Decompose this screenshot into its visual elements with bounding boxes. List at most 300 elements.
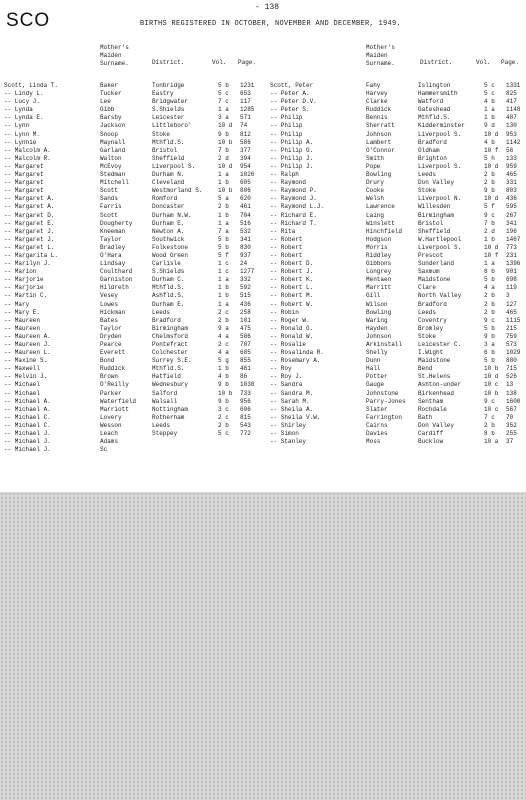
entry-name: Scott, Linda T. [4, 82, 59, 89]
entry-name: -- Raymond J. [270, 195, 317, 203]
volume: 5 a [218, 195, 229, 203]
maiden-surname: Bowling [366, 171, 392, 179]
page-ref: 1038 [240, 381, 255, 389]
entry-name: -- Maureen A. [4, 332, 51, 340]
page-ref: 759 [506, 332, 517, 340]
page-ref: 606 [240, 405, 251, 413]
left-register-row [4, 357, 267, 365]
entry-name: -- Roy [270, 365, 292, 373]
entry-name: -- Michael A. [4, 405, 51, 413]
entry-name: -- Margaret [4, 187, 44, 195]
district: Durham E. [152, 300, 185, 308]
page-ref: 215 [506, 324, 517, 332]
left-register-row [4, 122, 267, 130]
volume: 2 d [218, 154, 229, 162]
maiden-surname: Dougherty [100, 219, 133, 227]
volume: 1 b [218, 284, 229, 292]
page-ref: 953 [506, 130, 517, 138]
maiden-surname: Dryden [100, 332, 122, 340]
right-register-row [270, 309, 526, 317]
entry-name: -- Mary E. [4, 308, 41, 316]
maiden-surname: Kneeman [100, 227, 126, 235]
maiden-surname: Cairns [366, 421, 388, 429]
entry-name: -- Maxine S. [4, 357, 48, 365]
entry-name: -- Robert [270, 235, 303, 243]
entry-name: -- Margaret [4, 162, 44, 170]
right-register-row [270, 252, 526, 260]
district: Gateshead [418, 106, 451, 114]
entry-name: -- Philip [270, 130, 303, 138]
right-register-row [270, 195, 526, 203]
entry-name: -- Rosalie [270, 341, 307, 348]
entry-name: -- Robin [270, 308, 299, 316]
left-register-row [4, 163, 267, 171]
page-ref: 685 [240, 349, 251, 357]
maiden-surname: Johnstone [366, 389, 399, 397]
maiden-surname: Tucker [100, 90, 122, 98]
district: Birmingham [418, 211, 455, 219]
district: Durham N.W. [152, 211, 192, 219]
maiden-surname: Waterfield [100, 397, 137, 405]
entry-name: -- Peter S. [270, 106, 310, 114]
right-register-row [270, 82, 526, 90]
maiden-surname: Bates [100, 316, 119, 324]
maiden-surname: Dunn [366, 357, 381, 365]
district: W.Hartlepool [418, 235, 462, 243]
district: Liverpool N. [418, 195, 462, 203]
volume: 2 d [484, 227, 495, 235]
district: Carlisle [152, 260, 181, 268]
volume: 10 b [484, 389, 499, 397]
district: Pontefract [152, 341, 189, 348]
page-ref: 3 [506, 292, 510, 300]
district: Eastry [152, 90, 174, 98]
maiden-surname: Lee [100, 98, 111, 106]
volume: 3 a [484, 341, 495, 348]
volume: 5 c [484, 90, 495, 98]
left-register-row [4, 341, 267, 349]
right-register-row [270, 398, 526, 406]
right-register-row [270, 220, 526, 228]
district: Sheffield [418, 227, 451, 235]
maiden-surname: Garland [100, 146, 126, 154]
entry-name: -- Roy J. [270, 373, 303, 381]
left-register-row [4, 390, 267, 398]
entry-name: -- Sarah M. [270, 397, 310, 405]
entry-name: -- Melvin J. [4, 373, 48, 381]
entry-name: -- Martin C. [4, 292, 48, 300]
right-register-row [270, 114, 526, 122]
district: I.Wight [418, 349, 444, 357]
maiden-surname: Jackson [100, 122, 126, 130]
maiden-surname: Farrington [366, 413, 403, 421]
district: Sunderland [418, 260, 455, 268]
maiden-surname: Maynall [100, 138, 126, 146]
maiden-surname: Potter [366, 373, 388, 381]
volume: 5 f [484, 203, 495, 211]
page-ref: 1600 [506, 397, 521, 405]
volume: 2 b [484, 300, 495, 308]
district: Doncaster [152, 203, 185, 211]
entry-name: -- Peter A. [270, 90, 310, 98]
maiden-surname: Clarke [366, 98, 388, 106]
maiden-surname: Gibb [100, 106, 115, 114]
maiden-surname: Hodgson [366, 235, 392, 243]
district: St.Helens [418, 373, 451, 381]
right-register-row [270, 317, 526, 325]
entry-name: -- Lynn [4, 122, 30, 130]
entry-name: -- Marilyn J. [4, 260, 51, 268]
left-register-row [4, 430, 267, 438]
left-register-row [4, 284, 267, 292]
left-register-row [4, 195, 267, 203]
district: S.Shields [152, 106, 185, 114]
maiden-surname: Hinchfield [366, 227, 403, 235]
entry-name: -- Richard E. [270, 211, 317, 219]
entry-name: -- Philip [270, 114, 303, 122]
left-register-row [4, 276, 267, 284]
volume: 4 b [218, 373, 229, 381]
district: Bradford [152, 316, 181, 324]
right-register-row [270, 155, 526, 163]
maiden-surname: Bennis [366, 114, 388, 122]
right-register-row [270, 228, 526, 236]
district: Ashfld.S. [152, 292, 185, 300]
left-register-row [4, 260, 267, 268]
district: Nottingham [152, 405, 189, 413]
district: Mthfld.S. [152, 365, 185, 373]
page-ref: 954 [240, 162, 251, 170]
entry-name: -- Margaret J. [4, 227, 55, 235]
district: Leeds [152, 308, 171, 316]
right-register-row [270, 381, 526, 389]
page-ref: 959 [506, 162, 517, 170]
entry-name: -- Margarita L. [4, 251, 59, 259]
maiden-surname: Riddley [366, 251, 392, 259]
page-ref: 595 [506, 203, 517, 211]
maiden-surname: McEvoy [100, 162, 122, 170]
header-vol-left: Vol. [212, 59, 227, 66]
left-register-row [4, 179, 267, 187]
maiden-surname: Snoop [100, 130, 119, 138]
maiden-surname: Davies [366, 430, 388, 438]
page-ref: 267 [506, 211, 517, 219]
volume: 10 d [484, 195, 499, 203]
page-ref: 937 [240, 251, 251, 259]
volume: 10 d [484, 130, 499, 138]
left-register-row [4, 187, 267, 195]
right-register-row [270, 98, 526, 106]
entry-name: -- Sandra [270, 381, 303, 389]
entry-name: -- Ralph [270, 171, 299, 179]
page-ref: 255 [506, 430, 517, 438]
district: Hatfield [152, 373, 181, 381]
entry-name: -- Rita [270, 227, 296, 235]
left-register-row [4, 171, 267, 179]
volume: 9 c [484, 211, 495, 219]
entry-name: -- Margaret J. [4, 235, 55, 243]
right-register-row [270, 325, 526, 333]
page-ref: 127 [506, 300, 517, 308]
maiden-surname: Wilson [366, 300, 388, 308]
maiden-surname: Sc [100, 446, 108, 454]
volume: 1 a [484, 260, 495, 268]
maiden-surname: Scott [100, 187, 119, 195]
page-ref: 1029 [506, 349, 521, 357]
left-register-row [4, 317, 267, 325]
maiden-surname: Farris [100, 203, 122, 211]
page-ref: 526 [506, 373, 517, 381]
entry-name: -- Richard T. [270, 219, 317, 227]
volume: 2 b [484, 179, 495, 187]
header-district-left: District. [152, 59, 185, 66]
left-register-row [4, 90, 267, 98]
district: Kidderminster [418, 122, 465, 130]
page-ref: 352 [506, 421, 517, 429]
volume: 3 a [218, 114, 229, 122]
district: Bend [418, 365, 433, 373]
district: Sentham [418, 397, 444, 405]
volume: 1 a [218, 171, 229, 179]
right-register-row [270, 301, 526, 309]
volume: 1 b [218, 292, 229, 300]
district: Leicester C. [418, 341, 462, 348]
right-register-row [270, 90, 526, 98]
volume: 10 b [218, 187, 233, 195]
maiden-surname: Scott [100, 211, 119, 219]
maiden-surname: Cooke [366, 187, 385, 195]
left-register-row [4, 365, 267, 373]
left-register-row [4, 131, 267, 139]
volume: 8 b [484, 430, 495, 438]
maiden-surname: Marritt [366, 284, 392, 292]
page-ref: 138 [506, 389, 517, 397]
entry-name: -- Michael J. [4, 438, 51, 446]
page-ref: 516 [240, 219, 251, 227]
volume: 2 b [484, 171, 495, 179]
district: Hammersmith [418, 90, 458, 98]
district: Surrey S.E. [152, 357, 192, 365]
page-ref: 704 [240, 211, 251, 219]
district: Littleboro' [152, 122, 192, 130]
right-register-row [270, 203, 526, 211]
entry-name: -- Robert [270, 251, 303, 259]
maiden-surname: Bowling [366, 308, 392, 316]
page-ref: 707 [240, 341, 251, 348]
maiden-surname: Slater [366, 405, 388, 413]
entry-name: -- Raymond [270, 179, 307, 187]
page-ref: 715 [506, 365, 517, 373]
page-ref: 475 [240, 324, 251, 332]
entry-name: -- Lynn M. [4, 130, 41, 138]
right-register-row [270, 106, 526, 114]
right-register-row [270, 422, 526, 430]
entry-name: -- Margaret D. [4, 211, 55, 219]
left-register-row [4, 373, 267, 381]
volume: 4 a [218, 332, 229, 340]
entry-name: Scott, Peter [270, 82, 314, 89]
maiden-surname: Arkinstall [366, 341, 403, 348]
entry-name: -- Ronald W. [270, 332, 314, 340]
right-register-row [270, 268, 526, 276]
maiden-surname: Hildreth [100, 284, 129, 292]
volume: 1 b [218, 211, 229, 219]
page-ref: 461 [240, 203, 251, 211]
right-register-row [270, 139, 526, 147]
left-register-row [4, 301, 267, 309]
page-ref: 803 [506, 187, 517, 195]
maiden-surname: Ruddick [366, 106, 392, 114]
maiden-surname: Vesey [100, 292, 119, 300]
left-register-row [4, 292, 267, 300]
page-ref: 901 [506, 268, 517, 276]
right-register-row [270, 276, 526, 284]
district: Leicester [152, 114, 185, 122]
page-ref: 543 [240, 421, 251, 429]
left-register-row [4, 98, 267, 106]
district: Clare [418, 284, 437, 292]
page-ref: 772 [240, 430, 251, 438]
left-register-row [4, 106, 267, 114]
maiden-surname: Gill [366, 292, 381, 300]
entry-name: -- Philip A. [270, 138, 314, 146]
page-ref: 377 [240, 146, 251, 154]
entry-name: -- Lindy L. [4, 90, 44, 98]
volume: 7 b [218, 146, 229, 154]
entry-name: -- Maureen J. [4, 341, 51, 348]
volume: 10 f [484, 146, 499, 154]
page-ref: 567 [506, 405, 517, 413]
header-vol-right: Vol. [476, 59, 491, 66]
maiden-surname: Leach [100, 430, 119, 438]
district: Cardiff [418, 430, 444, 438]
page-ref: 37 [506, 438, 514, 446]
volume: 1 b [484, 235, 495, 243]
right-register-row [270, 390, 526, 398]
left-register-row [4, 414, 267, 422]
district: Don Valley [418, 421, 455, 429]
volume: 2 b [218, 203, 229, 211]
maiden-surname: Sands [100, 195, 119, 203]
volume: 9 c [484, 316, 495, 324]
page-ref: 70 [506, 413, 514, 421]
maiden-surname: Brown [100, 373, 119, 381]
maiden-surname: Waring [366, 316, 388, 324]
right-register-row [270, 365, 526, 373]
volume: 1 a [218, 276, 229, 284]
district: Tonbridge [152, 82, 185, 89]
district: Stoke [152, 130, 171, 138]
maiden-surname: Taylor [100, 324, 122, 332]
right-register-row [270, 292, 526, 300]
left-register-row [4, 349, 267, 357]
page-ref: 258 [240, 308, 251, 316]
left-register-row [4, 268, 267, 276]
district: Rotherham [152, 413, 185, 421]
page-ref: 74 [240, 122, 248, 130]
left-register-row [4, 438, 267, 446]
maiden-surname: Adams [100, 438, 119, 446]
district: Stoke [418, 332, 437, 340]
volume: 2 c [218, 308, 229, 316]
page-ref: 56 [506, 146, 514, 154]
right-register-row [270, 349, 526, 357]
right-register-row [270, 373, 526, 381]
district: Leeds [152, 421, 171, 429]
volume: 10 d [484, 373, 499, 381]
header-page-right: Page. [501, 59, 520, 66]
right-register-row [270, 147, 526, 155]
left-register-row [4, 381, 267, 389]
volume: 5 b [484, 324, 495, 332]
maiden-surname: Bond [100, 357, 115, 365]
page-ref: 13 [506, 381, 514, 389]
volume: 10 d [218, 162, 233, 170]
maiden-surname: Coulthard [100, 268, 133, 276]
entry-name: -- Sheila A. [270, 405, 314, 413]
maiden-surname: Bradley [100, 243, 126, 251]
left-register-row [4, 203, 267, 211]
volume: 1 b [218, 179, 229, 187]
page-ref: 231 [506, 251, 517, 259]
volume: 2 c [218, 341, 229, 348]
district: Durham E. [152, 219, 185, 227]
header-page-left: Page. [238, 59, 257, 66]
entry-name: -- Philip J. [270, 162, 314, 170]
left-register-row [4, 82, 267, 90]
district: Chelmsford [152, 332, 189, 340]
page-ref: 1231 [240, 82, 255, 89]
register-title: BIRTHS REGISTERED IN OCTOBER, NOVEMBER AND DECEMBER, 1949. [140, 20, 402, 28]
left-register-row [4, 406, 267, 414]
maiden-surname: Johnson [366, 332, 392, 340]
entry-name: -- Robert M. [270, 292, 314, 300]
left-register-row [4, 228, 267, 236]
maiden-surname: Baker [100, 82, 119, 89]
page-ref: 571 [240, 114, 251, 122]
left-register-row [4, 212, 267, 220]
volume: 10 d [218, 122, 233, 130]
entry-name: -- Ronald G. [270, 324, 314, 332]
page-ref: 417 [506, 98, 517, 106]
volume: 9 b [484, 332, 495, 340]
page-ref: 331 [506, 179, 517, 187]
left-register-row [4, 446, 267, 454]
page-ref: 1026 [240, 171, 255, 179]
page-ref: 1331 [506, 82, 521, 89]
volume: 4 a [218, 349, 229, 357]
page-ref: 812 [240, 130, 251, 138]
volume: 1 a [218, 106, 229, 114]
volume: 10 c [484, 381, 499, 389]
volume: 6 b [484, 349, 495, 357]
entry-name: -- Shirley [270, 421, 307, 429]
entry-name: -- Michael A. [4, 397, 51, 405]
right-column [270, 82, 526, 454]
entry-name: -- Marjorie [4, 284, 44, 292]
entry-name: -- Lynda E. [4, 114, 44, 122]
left-register-row [4, 147, 267, 155]
district: Maidstone [418, 276, 451, 284]
district: Colchester [152, 349, 189, 357]
page-ref: 855 [240, 357, 251, 365]
district: Bromley [418, 324, 444, 332]
volume: 5 b [218, 235, 229, 243]
entry-name: -- Marion [4, 268, 37, 276]
maiden-surname: Stedman [100, 171, 126, 179]
entry-name: -- Robert [270, 243, 303, 251]
scan-noise-area [0, 492, 526, 800]
